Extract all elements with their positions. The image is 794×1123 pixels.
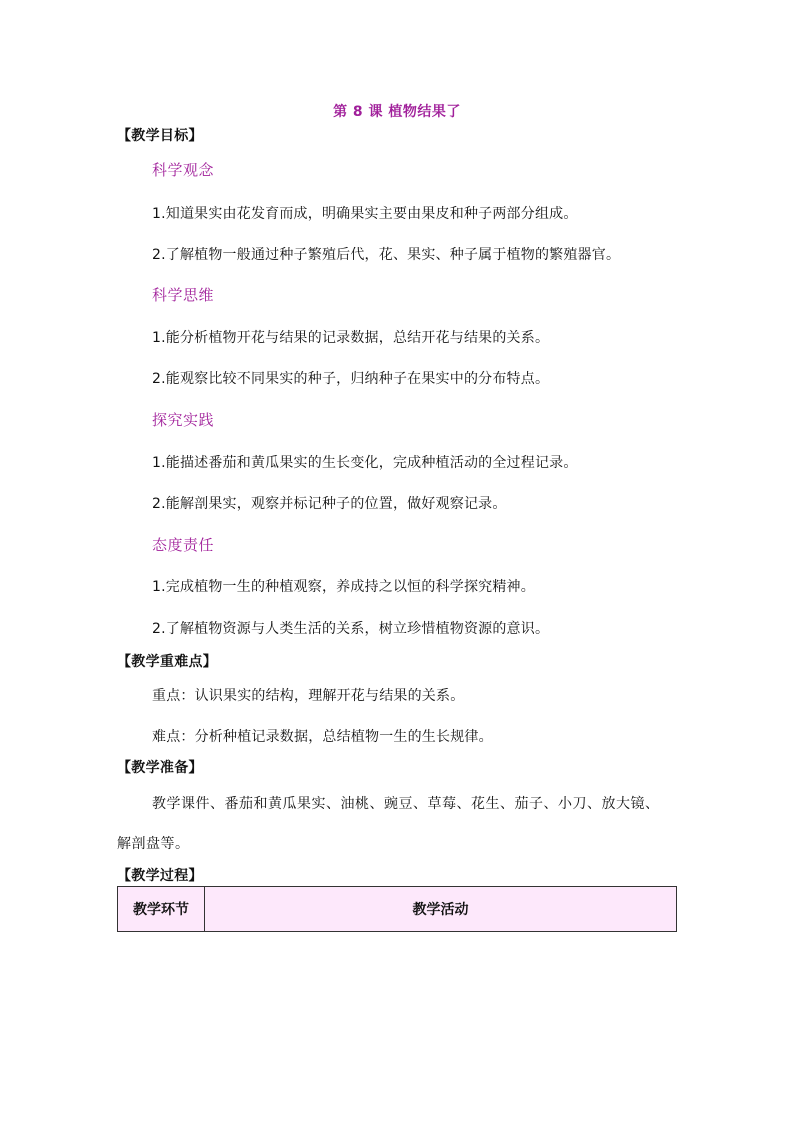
objectives-heading: 【教学目标】 (117, 128, 203, 144)
objective-item: 2.能观察比较不同果实的种子，归纳种子在果实中的分布特点。 (152, 371, 550, 387)
table-header-row (118, 887, 677, 932)
table-header-cell-stage: 教学环节 (118, 887, 205, 932)
objective-item: 1.能分析植物开花与结果的记录数据，总结开花与结果的关系。 (152, 330, 550, 346)
preparation-text-line2: 解剖盘等。 (117, 836, 190, 852)
objective-item: 1.能描述番茄和黄瓜果实的生长变化，完成种植活动的全过程记录。 (152, 455, 578, 471)
table-header-cell-activity: 教学活动 (205, 887, 677, 932)
objective-group-title-science-concept: 科学观念 (152, 161, 215, 179)
objective-item: 1.完成植物一生的种植观察，养成持之以恒的科学探究精神。 (152, 579, 535, 595)
preparation-heading: 【教学准备】 (117, 760, 203, 776)
preparation-text-line1: 教学课件、番茄和黄瓜果实、油桃、豌豆、草莓、花生、茄子、小刀、放大镜、 (152, 796, 660, 812)
lesson-title: 第 8 课 植物结果了 (333, 104, 461, 120)
objective-group-title-attitude-responsibility: 态度责任 (152, 536, 215, 554)
process-table (117, 886, 677, 932)
objective-group-title-science-thinking: 科学思维 (152, 286, 215, 304)
objective-item: 1.知道果实由花发育而成，明确果实主要由果皮和种子两部分组成。 (152, 206, 578, 222)
objective-item: 2.了解植物资源与人类生活的关系，树立珍惜植物资源的意识。 (152, 621, 550, 637)
process-heading: 【教学过程】 (117, 868, 203, 884)
key-point-difficulty: 难点：分析种植记录数据，总结植物一生的生长规律。 (152, 729, 493, 745)
objective-group-title-inquiry-practice: 探究实践 (152, 411, 215, 429)
objective-item: 2.了解植物一般通过种子繁殖后代，花、果实、种子属于植物的繁殖器官。 (152, 247, 621, 263)
objective-item: 2.能解剖果实，观察并标记种子的位置，做好观察记录。 (152, 496, 507, 512)
key-points-heading: 【教学重难点】 (117, 654, 218, 670)
key-point-focus: 重点：认识果实的结构，理解开花与结果的关系。 (152, 688, 465, 704)
